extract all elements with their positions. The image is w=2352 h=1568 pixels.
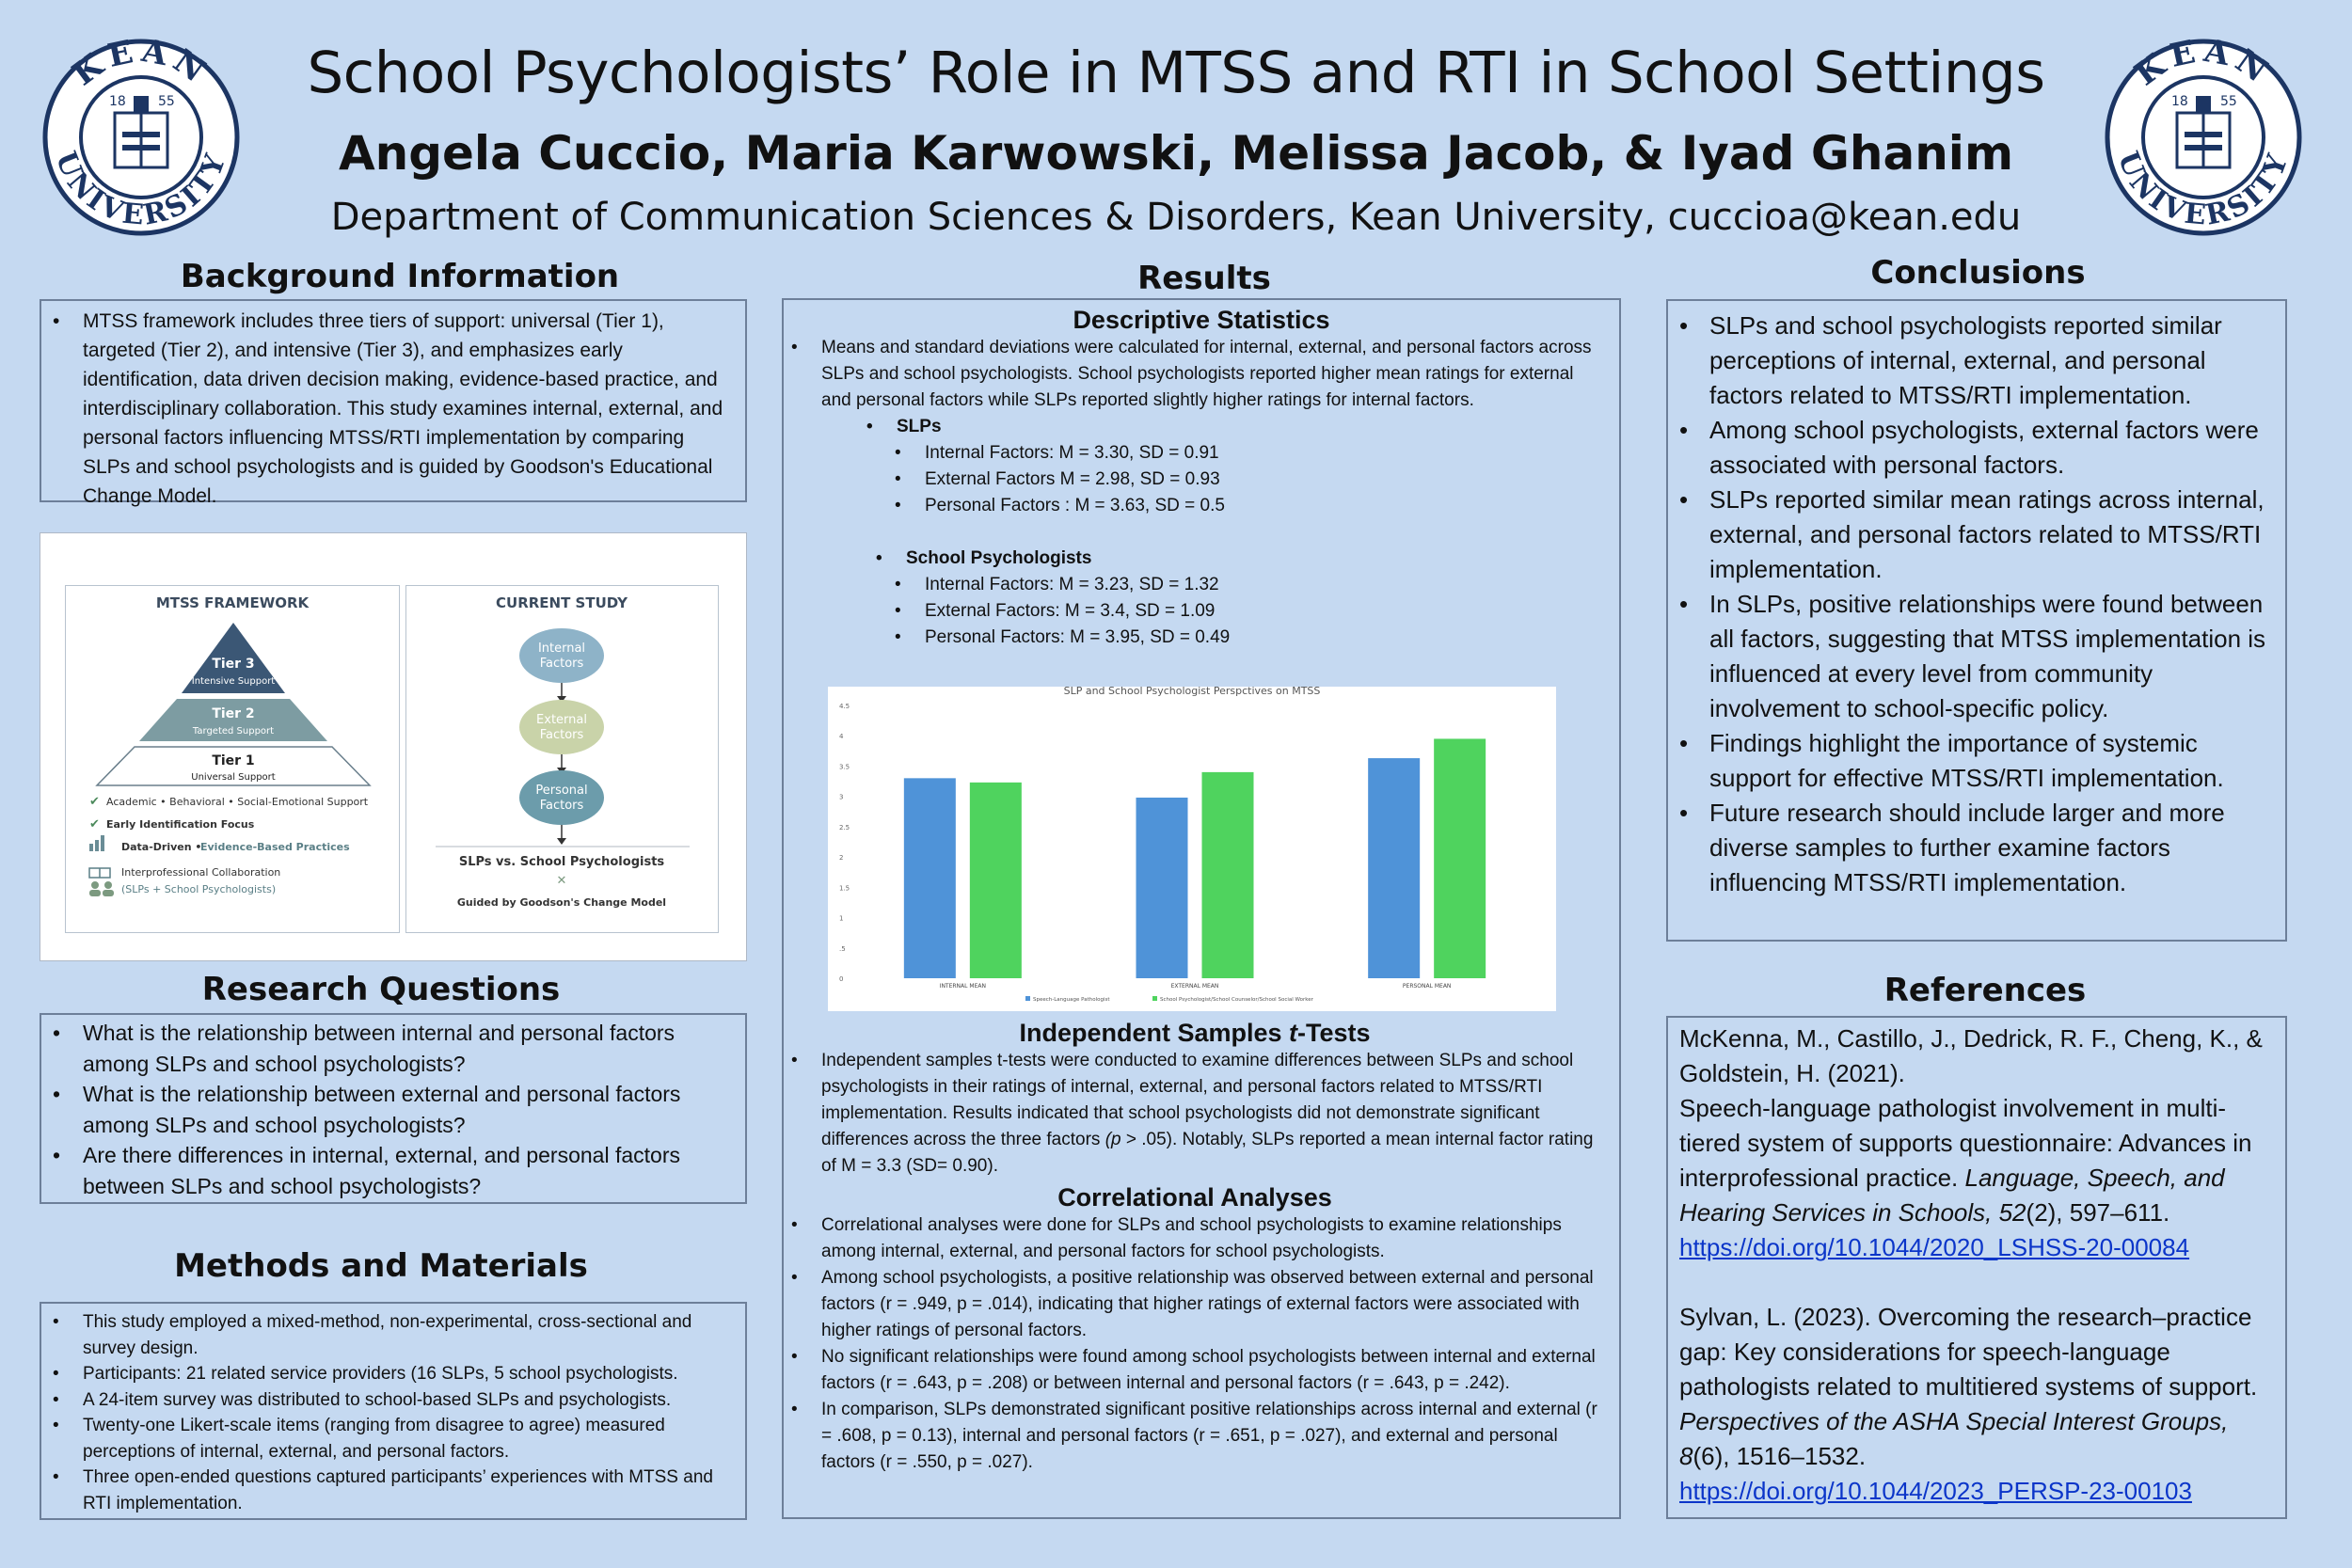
results-heading: Results [1137,260,1271,297]
framework-bullet-4: Interprofessional Collaboration [121,866,281,879]
methods-item: • Three open-ended questions captured participants’ experiences with MTSS and RTI implementation. [45,1465,738,1516]
methods-item: • Participants: 21 related service providers (16 SLPs, 5 school psychologists. [45,1361,738,1387]
reference-2 [1679,1300,2276,1509]
mtss-framework-title: MTSS FRAMEWORK [155,594,310,611]
seal-year-right: 55 [2220,94,2237,109]
x-category-label: EXTERNAL MEAN [1170,983,1219,990]
methods-heading: Methods and Materials [174,1247,588,1285]
personal-node-label-2: Factors [539,799,584,813]
check-icon: ✔ [89,795,100,809]
ref1-doi-link[interactable]: https://doi.org/10.1044/2020_LSHSS-20-00084 [1679,1233,2190,1261]
ref1-journal: Language, Speech, and Hearing Services in Schools, 52 [1679,1164,2225,1227]
seal-bottom-text: UNIVERSITY [2110,147,2296,232]
descriptive-statistics-heading: Descriptive Statistics [1073,306,1330,334]
framework-bullet-1: Academic • Behavioral • Social-Emotional Support [106,796,369,808]
conclusion-item: • Among school psychologists, external factors were associated with personal factors. [1672,413,2280,483]
bar-chart-icon [89,835,104,851]
personal-node-label-1: Personal [535,784,588,798]
slp-stat-item: • Personal Factors : M = 3.63, SD = 0.5 [887,493,1619,519]
ref1-title: Speech-language pathologist involvement in multi-tiered system of supports questionnaire: Advances in interprofessional practice. [1679,1094,2252,1192]
ttest-text-1: Independent samples t-tests were conducted to examine differences between SLPs and school psychologists in their ratings of internal, external, and personal factors related to MTSS/RTI implementation. Results indicated that school psychologists did not demonstrate significant differences across the three factors [821,1051,1574,1149]
poster-department: Department of Communication Sciences & Disorders, Kean University, cuccioa@kean.edu [330,196,2022,239]
ref2-issue: (6), 1516–1532. [1692,1442,1867,1470]
bar-chart-svg [828,687,1556,1011]
references-heading: References [1883,972,2087,1009]
conclusion-item: • SLPs and school psychologists reported similar perceptions of internal, external, and personal factors related to MTSS/RTI implementation. [1672,309,2280,413]
y-tick-label: 3.5 [839,763,850,771]
seal-year-left: 18 [2171,94,2188,109]
conclusion-item: • In SLPs, positive relationships were found between all factors, suggesting that MTSS implementation is influenced at every level from community involvement to school-specific policy. [1672,587,2280,726]
people-icon [89,881,114,896]
references-box [1666,1016,2287,1519]
descriptive-text: • Means and standard deviations were calculated for internal, external, and personal factors across SLPs and school psychologists. School psychologists reported higher mean ratings for external and personal factors while SLPs reported slightly higher ratings for internal factors. [784,335,1606,414]
ttest-section [784,1019,1619,1476]
ttest-heading-pre: Independent Samples [1019,1019,1290,1047]
methods-item: • A 24-item survey was distributed to school-based SLPs and psychologists. [45,1387,738,1414]
research-questions-heading: Research Questions [201,971,561,1008]
bar-psych-1 [1202,772,1254,978]
research-question-item: • What is the relationship between external and personal factors among SLPs and school psychologists? [45,1079,738,1140]
book-icon [89,868,110,878]
slp-label: • SLPs [859,414,1619,440]
y-tick-label: 4.5 [839,703,850,710]
bar-slp-2 [1368,758,1420,978]
kean-university-seal-left [41,38,241,237]
external-node-label-1: External [536,713,587,727]
comparison-label: SLPs vs. School Psychologists [458,855,665,869]
correlational-heading: Correlational Analyses [1057,1183,1332,1212]
bar-psych-0 [970,783,1022,978]
bar-slp-1 [1136,798,1188,978]
seal-year-right: 55 [158,94,175,109]
ref2-journal: Perspectives of the ASHA Special Interest Groups, 8 [1679,1407,2229,1470]
framework-bullet-4b: (SLPs + School Psychologists) [121,883,277,895]
x-category-label: PERSONAL MEAN [1402,983,1452,990]
conclusions-heading: Conclusions [1870,254,2086,292]
bar-chart [828,687,1556,1011]
research-question-item: • What is the relationship between internal and personal factors among SLPs and school psychologists? [45,1018,738,1079]
internal-node-label-1: Internal [537,641,586,656]
kean-university-seal-right [2104,38,2303,237]
y-tick-label: 4 [839,733,844,741]
external-node-label-2: Factors [539,728,584,742]
ref1-issue: (2), 597–611. [2026,1198,2170,1227]
personal-factors-node [519,770,604,825]
seal-year-left: 18 [109,94,126,109]
ttest-heading [784,1019,1606,1048]
y-tick-label: 3 [839,793,844,801]
ref2-text: Sylvan, L. (2023). Overcoming the research–practice gap: Key considerations for speech-language pathologists related to multitiered systems of support. [1679,1303,2258,1401]
internal-node-label-2: Factors [539,657,584,671]
y-tick-label: 1 [839,914,844,923]
y-tick-label: 2 [839,854,844,863]
y-tick-label: 0 [839,975,844,983]
y-tick-label: 1.5 [839,884,850,893]
research-question-item: • Are there differences in internal, external, and personal factors between SLPs and school psychologists? [45,1140,738,1201]
legend-label: Speech-Language Pathologist [1033,997,1110,1003]
ref1-authors: McKenna, M., Castillo, J., Dedrick, R. F., Cheng, K., & Goldstein, H. (2021). [1679,1024,2263,1087]
tier2-label: Tier 2 [212,706,255,721]
psych-stat-item: • Internal Factors: M = 3.23, SD = 1.32 [887,572,1619,598]
background-box [40,299,747,507]
framework-bullet-3a: Data-Driven • [121,841,202,853]
seal-top-text: KEAN [65,38,216,94]
chart-title: SLP and School Psychologist Perspctives on MTSS [1063,687,1321,697]
tier1-label: Tier 1 [212,753,255,768]
background-text: • MTSS framework includes three tiers of support: universal (Tier 1), targeted (Tier 2), and intensive (Tier 3), and emphasizes early identification, data driven decision making, evidence-based practice, and interdisciplinary collaboration. This study examines internal, external, and personal factors influencing MTSS/RTI implementation by comparing SLPs and school psychologists and is guided by Goodson's Educational Change Model. [45,307,736,511]
bar-slp-0 [904,778,956,978]
methods-item: • This study employed a mixed-method, non-experimental, cross-sectional and survey design. [45,1309,738,1361]
seal-top-text: KEAN [2127,38,2279,94]
ttest-text-2: > .05). Notably, SLPs reported a mean internal factor rating of M = 3.3 (SD= 0.90). [821,1130,1594,1176]
tier3-label: Tier 3 [212,657,255,672]
psych-label: • School Psychologists [868,546,1619,572]
legend-swatch [1152,996,1157,1001]
compare-icon: ✕ [556,874,567,888]
tier1-sublabel: Universal Support [191,772,276,783]
psych-stat-item: • External Factors: M = 3.4, SD = 1.09 [887,598,1619,625]
methods-item: • Twenty-one Likert-scale items (ranging from disagree to agree) measured perceptions of internal, external, and personal factors. [45,1413,738,1465]
framework-bullet-3b: Evidence-Based Practices [200,841,350,853]
psych-stat-item: • Personal Factors: M = 3.95, SD = 0.49 [887,625,1619,651]
ttest-text [784,1048,1606,1180]
poster-authors: Angela Cuccio, Maria Karwowski, Melissa Jacob, & Iyad Ghanim [338,126,2014,181]
conclusion-item: • Future research should include larger and more diverse samples to further examine factors influencing MTSS/RTI implementation. [1672,796,2280,900]
reference-1 [1679,1022,2276,1265]
tier2-sublabel: Targeted Support [192,726,275,736]
correlation-item: • In comparison, SLPs demonstrated significant positive relationships across internal and external (r = .608, p = 0.13), internal and personal factors (r = .651, p = .027), and external and personal factors (r = .550, p = .027). [784,1397,1606,1476]
poster-title: School Psychologists’ Role in MTSS and RTI in School Settings [307,40,2045,106]
external-factors-node [519,700,604,754]
correlation-item: • No significant relationships were found among school psychologists between internal and external factors (r = .643, p = .208) or between internal and personal factors (r = .643, p = .242). [784,1344,1606,1397]
correlation-item: • Among school psychologists, a positive relationship was observed between external and personal factors (r = .949, p = .014), indicating that higher ratings of external factors were associated with higher ratings of personal factors. [784,1265,1606,1344]
arrow-down-icon [557,838,566,845]
methods-box [40,1302,747,1520]
framework-bullet-2: Early Identification Focus [106,818,255,831]
y-tick-label: 2.5 [839,823,850,832]
guided-by-label: Guided by Goodson's Change Model [456,896,667,909]
ttest-heading-t: t [1289,1019,1298,1047]
mtss-framework-figure [40,532,747,961]
legend-swatch [1025,996,1030,1001]
ttest-p: (p [1104,1130,1121,1149]
ttest-heading-post: -Tests [1297,1019,1371,1047]
legend-label: School Psychologist/School Counselor/School Social Worker [1160,997,1313,1003]
internal-factors-node [519,628,604,683]
conclusion-item: • Findings highlight the importance of systemic support for effective MTSS/RTI implementation. [1672,726,2280,796]
correlation-item: • Correlational analyses were done for SLPs and school psychologists to examine relationships among internal, external, and personal factors for school psychologists. [784,1212,1606,1265]
slp-stat-item: • Internal Factors: M = 3.30, SD = 0.91 [887,440,1619,467]
conclusions-box [1666,299,2287,942]
figure-graphic [40,533,748,962]
bar-psych-2 [1434,738,1486,978]
slp-stat-item: • External Factors M = 2.98, SD = 0.93 [887,467,1619,493]
current-study-title: CURRENT STUDY [496,594,628,611]
conclusion-item: • SLPs reported similar mean ratings across internal, external, and personal factors related to MTSS/RTI implementation. [1672,483,2280,587]
tier3-sublabel: Intensive Support [191,676,276,687]
research-questions-box [40,1013,747,1204]
ref2-doi-link[interactable]: https://doi.org/10.1044/2023_PERSP-23-00103 [1679,1477,2192,1505]
x-category-label: INTERNAL MEAN [939,983,986,990]
check-icon: ✔ [89,817,100,832]
seal-bottom-text: UNIVERSITY [48,147,234,232]
y-tick-label: .5 [839,944,846,953]
background-heading: Background Information [180,258,620,295]
